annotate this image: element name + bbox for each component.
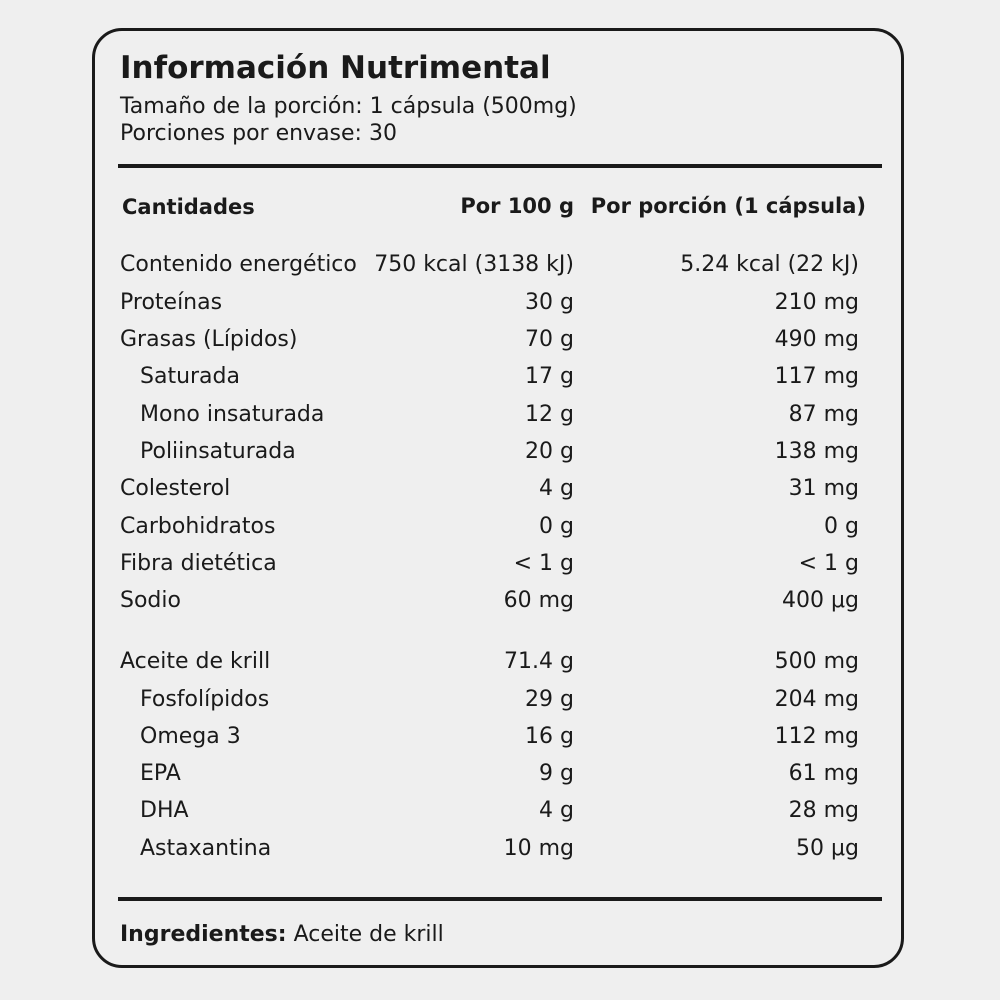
value-per-100g: 12 g (525, 402, 574, 427)
value-per-serving: 28 mg (788, 798, 859, 823)
value-per-100g: 29 g (525, 687, 574, 712)
value-per-serving: 87 mg (788, 402, 859, 427)
value-per-100g: < 1 g (513, 551, 574, 576)
nutrient-name: Colesterol (120, 476, 231, 501)
header-per-100g: Por 100 g (460, 194, 574, 218)
table-row (0, 327, 1000, 363)
value-per-100g: 30 g (525, 290, 574, 315)
header-per-serving: Por porción (1 cápsula) (590, 194, 866, 218)
value-per-100g: 9 g (539, 761, 574, 786)
value-per-serving: 5.24 kcal (22 kJ) (680, 252, 859, 277)
table-row (0, 290, 1000, 326)
nutrient-name: Astaxantina (140, 836, 272, 861)
nutrient-name: Omega 3 (140, 724, 241, 749)
value-per-100g: 16 g (525, 724, 574, 749)
value-per-serving: 117 mg (774, 364, 859, 389)
value-per-100g: 17 g (525, 364, 574, 389)
nutrient-name: Fibra dietética (120, 551, 277, 576)
value-per-100g: 0 g (539, 514, 574, 539)
value-per-serving: 0 g (824, 514, 859, 539)
value-per-100g: 750 kcal (3138 kJ) (374, 252, 574, 277)
nutrient-name: DHA (140, 798, 189, 823)
value-per-100g: 10 mg (503, 836, 574, 861)
nutrient-name: Grasas (Lípidos) (120, 327, 298, 352)
nutrient-name: Contenido energético (120, 252, 357, 277)
value-per-serving: 31 mg (788, 476, 859, 501)
table-row (0, 649, 1000, 685)
value-per-serving: 138 mg (774, 439, 859, 464)
table-row (0, 476, 1000, 512)
table-row (0, 514, 1000, 550)
value-per-serving: 490 mg (774, 327, 859, 352)
value-per-100g: 71.4 g (504, 649, 574, 674)
bottom-divider (118, 897, 882, 901)
value-per-100g: 20 g (525, 439, 574, 464)
nutrient-name: Fosfolípidos (140, 687, 270, 712)
nutrient-name: EPA (140, 761, 181, 786)
nutrient-name: Sodio (120, 588, 181, 613)
value-per-serving: 400 μg (782, 588, 859, 613)
value-per-100g: 4 g (539, 798, 574, 823)
table-row (0, 798, 1000, 834)
value-per-serving: 204 mg (774, 687, 859, 712)
nutrient-name: Saturada (140, 364, 240, 389)
table-row (0, 687, 1000, 723)
nutrient-name: Carbohidratos (120, 514, 276, 539)
table-row (0, 588, 1000, 624)
ingredients-line (120, 922, 444, 947)
nutrient-name: Proteínas (120, 290, 223, 315)
table-row (0, 551, 1000, 587)
ingredients-value: Aceite de krill (286, 922, 444, 947)
value-per-100g: 60 mg (503, 588, 574, 613)
table-row (0, 402, 1000, 438)
value-per-100g: 70 g (525, 327, 574, 352)
value-per-serving: 500 mg (774, 649, 859, 674)
table-row (0, 364, 1000, 400)
table-row (0, 252, 1000, 288)
serving-size: Tamaño de la porción: 1 cápsula (500mg) (120, 94, 577, 119)
value-per-serving: < 1 g (798, 551, 859, 576)
table-row (0, 724, 1000, 760)
table-row (0, 761, 1000, 797)
value-per-serving: 61 mg (788, 761, 859, 786)
nutrient-name: Mono insaturada (140, 402, 325, 427)
value-per-serving: 112 mg (774, 724, 859, 749)
panel-title: Información Nutrimental (120, 50, 551, 86)
nutrient-name: Poliinsaturada (140, 439, 296, 464)
table-row (0, 439, 1000, 475)
value-per-serving: 50 μg (796, 836, 859, 861)
ingredients-label: Ingredientes: (120, 922, 287, 947)
servings-per-container: Porciones por envase: 30 (120, 121, 397, 146)
value-per-serving: 210 mg (774, 290, 859, 315)
header-cantidades: Cantidades (122, 195, 255, 219)
value-per-100g: 4 g (539, 476, 574, 501)
top-divider (118, 164, 882, 168)
table-row (0, 836, 1000, 872)
nutrient-name: Aceite de krill (120, 649, 271, 674)
